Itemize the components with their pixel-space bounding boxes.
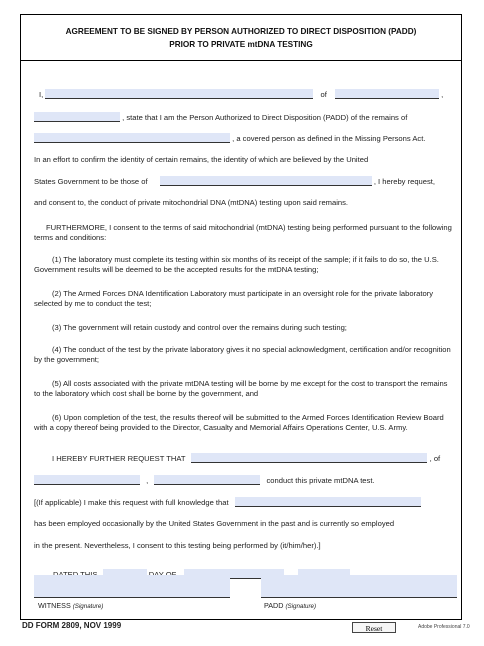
padd-label-text: PADD xyxy=(264,601,284,610)
form-id: DD FORM 2809, NOV 1999 xyxy=(22,621,122,630)
applicable-row xyxy=(34,497,453,508)
believed-identity-field[interactable] xyxy=(160,176,372,186)
condition-1: (1) The laboratory must complete its testing within six months of its receipt of the sample; if it fails to do so, the U.S. Government results will be deemed to be the accepted results for the mtDNA testing; xyxy=(34,255,439,274)
name-row xyxy=(39,89,453,100)
covered-person-field[interactable] xyxy=(34,133,230,143)
condition-3: (3) The government will retain custody and control over the remains during such testing; xyxy=(52,323,347,332)
condition-6: (6) Upon completion of the test, the results thereof will be submitted to the Armed Forces Identification Review Board with a copy thereof being provided to the Director, Casualty and Memorial Affairs Operations Center, U.S. Army. xyxy=(34,413,444,432)
employee-name-field[interactable] xyxy=(235,497,421,507)
form-container xyxy=(20,14,462,620)
witness-label xyxy=(38,601,103,610)
condition-4: (4) The conduct of the test by the private laboratory gives it no special acknowledgment, certification and/or recognition by the government; xyxy=(34,345,451,364)
present-line: in the present. Nevertheless, I consent to this testing being performed by (it/him/her).] xyxy=(34,541,321,550)
effort-line: In an effort to confirm the identity of certain remains, the identity of which are believed by the United xyxy=(34,155,369,164)
witness-signature-hint: (Signature) xyxy=(72,603,104,610)
condition-2: (2) The Armed Forces DNA Identification Laboratory must participate in an oversight role for the private laboratory selected by me to conduct the test; xyxy=(34,289,433,308)
witness-signature-field[interactable] xyxy=(34,575,230,598)
lab-city-field[interactable] xyxy=(34,475,140,485)
padd-city-field[interactable] xyxy=(34,112,120,122)
govt-row xyxy=(34,176,453,187)
i-label: I, xyxy=(39,90,44,99)
covered-row xyxy=(34,133,453,144)
govt-prefix: States Government to be those of xyxy=(34,177,148,186)
further-request-prefix: I HEREBY FURTHER REQUEST THAT xyxy=(52,454,186,463)
state-text: , state that I am the Person Authorized to Direct Disposition (PADD) of the remains of xyxy=(122,113,408,122)
condition-5: (5) All costs associated with the private mtDNA testing will be borne by me except for the cost to transport the remains to the laboratory which cost shall be borne by the government, and xyxy=(34,379,448,398)
further-request-row xyxy=(52,453,453,464)
govt-suffix: , I hereby request, xyxy=(373,177,436,186)
adobe-note: Adobe Professional 7.0 xyxy=(418,624,470,630)
padd-address-field[interactable] xyxy=(335,89,439,99)
lab-location-row xyxy=(34,475,453,486)
lab-state-field[interactable] xyxy=(154,475,260,485)
reset-button[interactable]: Reset xyxy=(352,622,396,633)
witness-label-text: WITNESS xyxy=(38,601,71,610)
furthermore-paragraph: FURTHERMORE, I consent to the terms of said mitochondrial (mtDNA) testing being performed pursuant to the following terms and conditions: xyxy=(34,223,452,242)
conduct-text: conduct this private mtDNA test. xyxy=(266,476,375,485)
further-of-label: , of xyxy=(429,454,441,463)
state-row xyxy=(34,112,453,123)
title-line-1: AGREEMENT TO BE SIGNED BY PERSON AUTHORIZED TO DIRECT DISPOSITION (PADD) xyxy=(65,27,417,36)
comma-label: , xyxy=(441,90,444,99)
padd-label xyxy=(264,601,316,610)
covered-text: , a covered person as defined in the Missing Persons Act. xyxy=(232,134,426,143)
padd-signature-hint: (Signature) xyxy=(285,603,317,610)
employed-line: has been employed occasionally by the United States Government in the past and is currently so employed xyxy=(34,519,395,528)
padd-name-field[interactable] xyxy=(45,89,313,99)
of-label: of xyxy=(320,90,327,99)
form-header xyxy=(21,15,461,61)
padd-signature-field[interactable] xyxy=(261,575,457,598)
consent-line: and consent to, the conduct of private mitochondrial DNA (mtDNA) testing upon said remains. xyxy=(34,198,349,207)
applicable-prefix: [(If applicable) I make this request with full knowledge that xyxy=(34,498,229,507)
title-line-2: PRIOR TO PRIVATE mtDNA TESTING xyxy=(169,40,313,49)
laboratory-name-field[interactable] xyxy=(191,453,427,463)
lab-comma: , xyxy=(146,476,149,485)
